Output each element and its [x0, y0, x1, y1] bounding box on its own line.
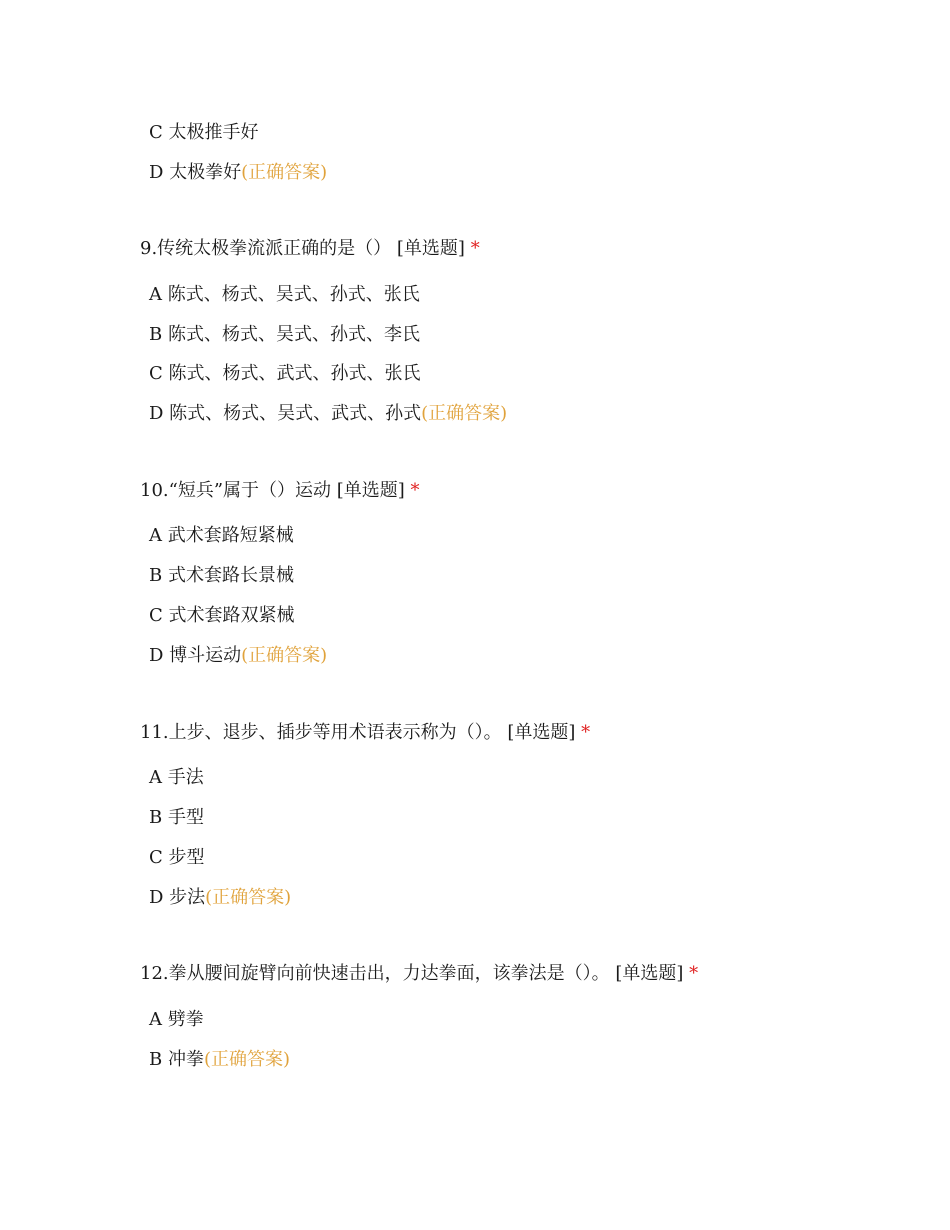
correct-answer-mark: (正确答案): [241, 162, 328, 183]
question-9-option-a: A 陈式、杨式、吴式、孙式、张氏: [149, 284, 420, 305]
question-11-title: 11.上步、退步、插步等用术语表示称为（）。 [单选题] *: [140, 722, 591, 743]
required-mark: *: [470, 238, 480, 259]
correct-answer-mark: (正确答案): [203, 1049, 290, 1070]
question-10-option-b: B 式术套路长景械: [149, 565, 294, 586]
question-9-title: 9.传统太极拳流派正确的是（） [单选题] *: [140, 238, 480, 259]
question-12-title: 12.拳从腰间旋臂向前快速击出，力达拳面，该拳法是（）。 [单选题] *: [140, 963, 699, 984]
question-10-title: 10.“短兵”属于（）运动 [单选题] *: [140, 480, 420, 501]
question-11-option-a: A 手法: [149, 767, 204, 788]
correct-answer-mark: (正确答案): [205, 887, 292, 908]
question-11-option-c: C 步型: [149, 847, 205, 868]
correct-answer-mark: (正确答案): [421, 403, 508, 424]
correct-answer-mark: (正确答案): [241, 645, 328, 666]
question-10-option-d: D 博斗运动(正确答案): [149, 645, 328, 666]
option-prev-c: C 太极推手好: [149, 122, 259, 143]
question-9-option-c: C 陈式、杨式、武式、孙式、张氏: [149, 363, 421, 384]
required-mark: *: [689, 963, 699, 984]
question-12-option-a: A 劈拳: [149, 1009, 204, 1030]
question-10-option-a: A 武术套路短紧械: [149, 525, 294, 546]
question-10-option-c: C 式术套路双紧械: [149, 605, 295, 626]
question-9-option-b: B 陈式、杨式、吴式、孙式、李氏: [149, 324, 420, 345]
option-prev-d: D 太极拳好(正确答案): [149, 162, 328, 183]
required-mark: *: [581, 722, 591, 743]
question-11-option-d: D 步法(正确答案): [149, 887, 292, 908]
question-9-option-d: D 陈式、杨式、吴式、武式、孙式(正确答案): [149, 403, 508, 424]
required-mark: *: [410, 480, 420, 501]
question-12-option-b: B 冲拳(正确答案): [149, 1049, 290, 1070]
question-11-option-b: B 手型: [149, 807, 204, 828]
